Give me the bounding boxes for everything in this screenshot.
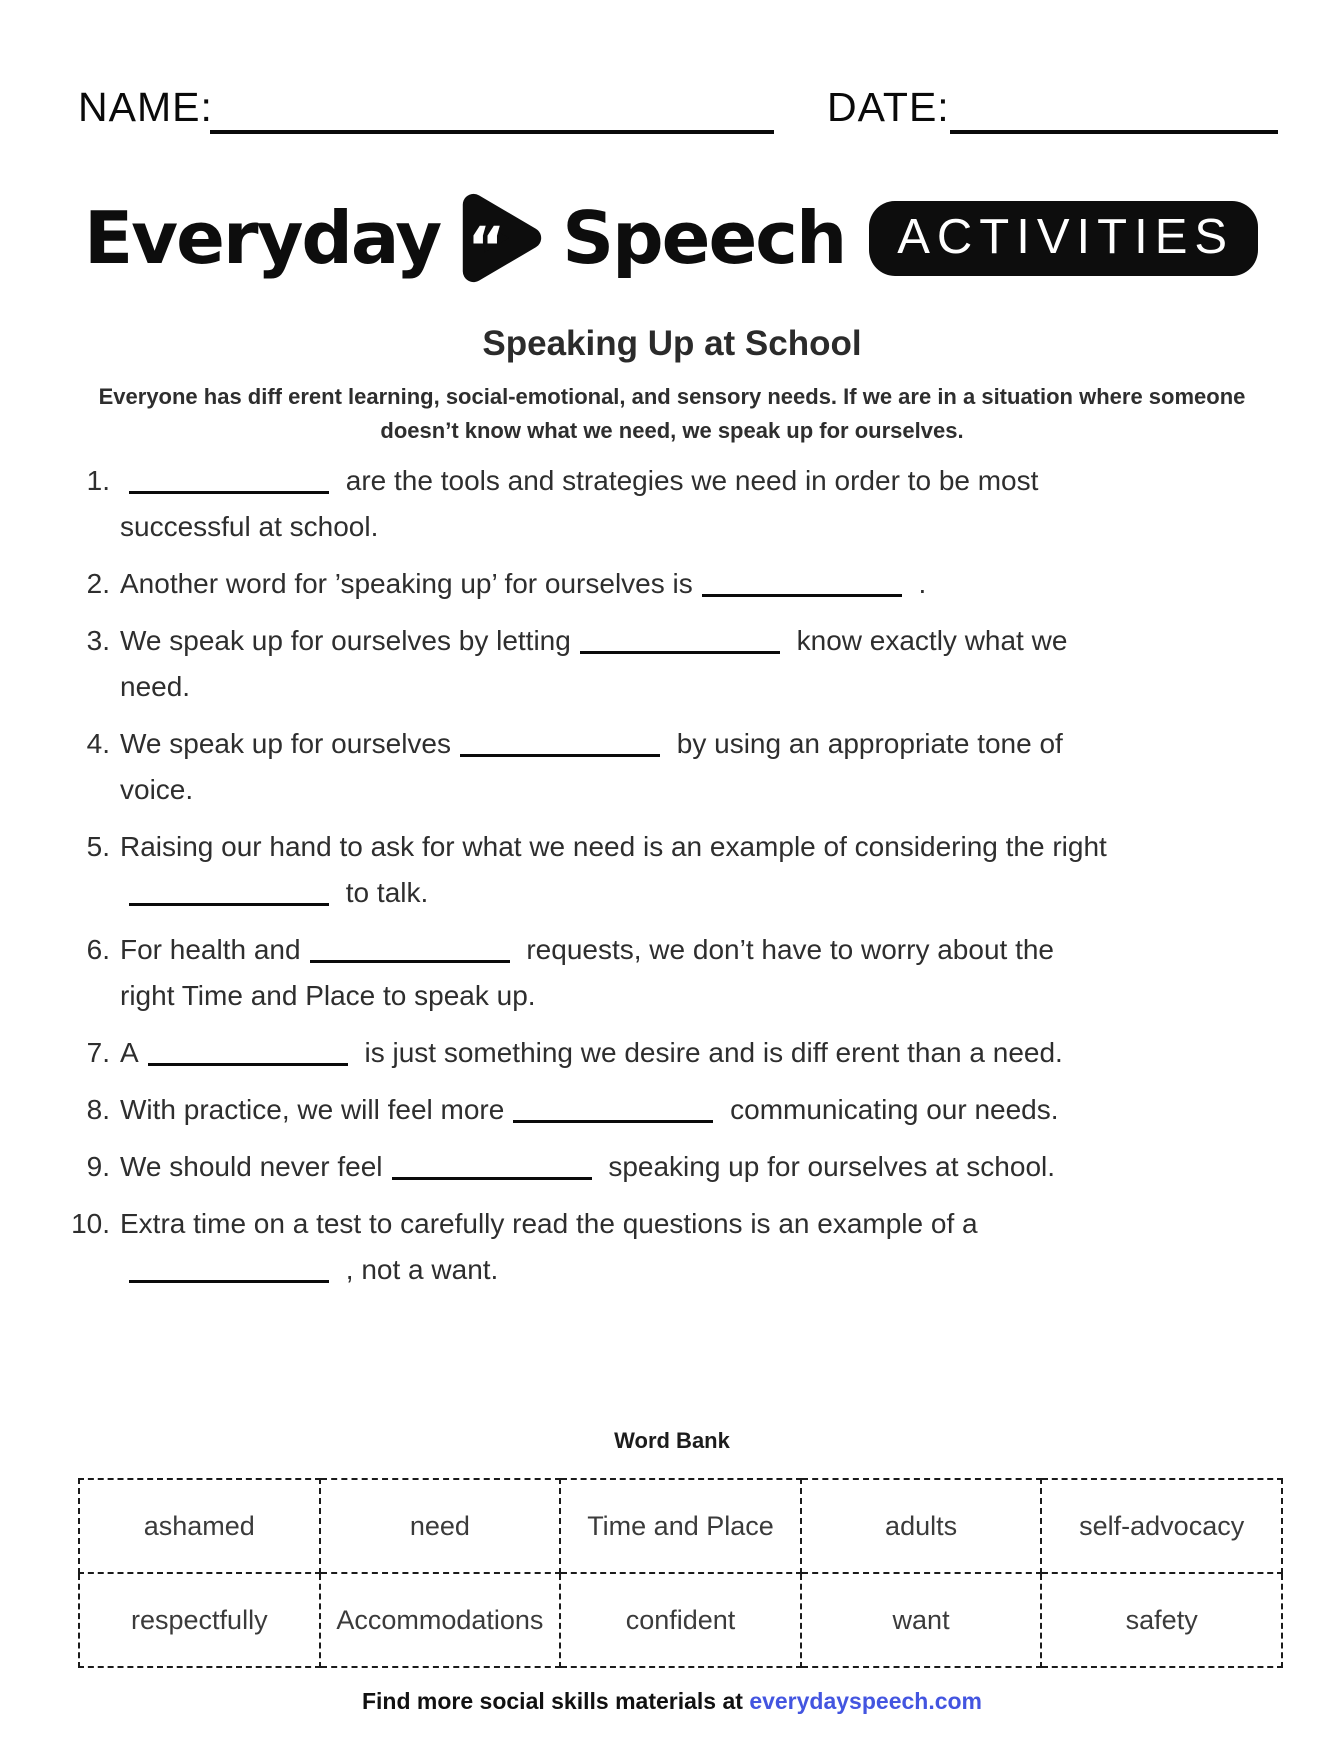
question-line [120,767,1280,813]
word-bank-word: want [801,1573,1042,1667]
intro-text [0,380,1344,448]
activities-badge: ACTIVITIES [869,201,1258,276]
word-bank-word: adults [801,1479,1042,1573]
footer-label: Find more social skills materials at [361,1688,743,1714]
name-input-line[interactable] [210,92,774,134]
website-link[interactable]: everydayspeech.com [749,1688,983,1714]
name-label: NAME: [78,84,213,130]
question-item [60,1087,1280,1133]
question-text: We speak up for ourselves by letting [120,625,571,656]
question-line [120,561,1280,607]
question-number: 6. [86,934,110,965]
logo-word-everyday: Everyday [84,196,441,280]
question-text: Raising our hand to ask for what we need is an example of considering the right [120,831,1107,862]
question-line [120,973,1280,1019]
question-number: 3. [86,625,110,656]
question-line [120,504,1280,550]
answer-blank[interactable] [392,1177,592,1180]
question-text: are the tools and strategies we need in order to be most [345,465,1039,496]
question-line [120,664,1280,710]
play-button-with-quotes-icon [452,182,550,294]
question-line [120,1247,1280,1293]
word-bank-word: ashamed [79,1479,320,1573]
question-number: 1. [86,465,110,496]
question-text: speaking up for ourselves at school. [608,1151,1056,1182]
question-item [60,618,1280,710]
question-item [60,824,1280,916]
word-bank-word: Accommodations [320,1573,561,1667]
question-line [120,1087,1280,1133]
question-line [120,458,1280,504]
question-text: A [120,1037,139,1068]
question-item [60,1201,1280,1293]
question-number: 4. [86,728,110,759]
question-item [60,927,1280,1019]
question-item [60,1144,1280,1190]
question-number: 8. [86,1094,110,1125]
question-text: For health and [120,934,301,965]
question-line [120,1201,1280,1247]
question-text: requests, we don’t have to worry about the [526,934,1054,965]
footer-text [0,1688,1344,1715]
question-text: , not a want. [345,1254,499,1285]
question-line [120,870,1280,916]
question-line [120,1030,1280,1076]
word-bank-title: Word Bank [614,1428,730,1453]
question-text: We speak up for ourselves [120,728,451,759]
word-bank-word: respectfully [79,1573,320,1667]
question-text: to talk. [345,877,429,908]
question-number: 2. [86,568,110,599]
question-item [60,458,1280,550]
question-text: know exactly what we [796,625,1068,656]
word-bank-row [79,1573,1282,1667]
answer-blank[interactable] [148,1063,348,1066]
question-line [120,824,1280,870]
question-text: by using an appropriate tone of [676,728,1063,759]
intro-line: doesn’t know what we need, we speak up for ourselves. [380,418,964,443]
answer-blank[interactable] [129,1280,329,1283]
question-text: We should never feel [120,1151,383,1182]
question-number: 9. [86,1151,110,1182]
question-text: voice. [120,774,194,805]
word-bank-row [79,1479,1282,1573]
page-title: Speaking Up at School [482,324,862,363]
question-number: 10. [71,1208,110,1239]
question-item [60,1030,1280,1076]
answer-blank[interactable] [580,651,780,654]
question-text: Extra time on a test to carefully read the questions is an example of a [120,1208,978,1239]
question-item [60,561,1280,607]
question-line [120,1144,1280,1190]
svg-text:“: “ [467,215,506,282]
answer-blank[interactable] [460,754,660,757]
questions-list [60,458,1280,1304]
answer-blank[interactable] [129,903,329,906]
question-text: . [918,568,927,599]
question-text: Another word for ’speaking up’ for ourselves is [120,568,693,599]
logo [84,182,1258,294]
question-text: With practice, we will feel more [120,1094,505,1125]
word-bank-word: need [320,1479,561,1573]
word-bank-word: Time and Place [560,1479,801,1573]
date-label: DATE: [827,84,950,130]
answer-blank[interactable] [513,1120,713,1123]
word-bank-table [78,1478,1283,1668]
question-line [120,618,1280,664]
date-input-line[interactable] [950,92,1278,134]
question-number: 7. [86,1037,110,1068]
answer-blank[interactable] [702,594,902,597]
intro-line: Everyone has diff erent learning, social-emotional, and sensory needs. If we are in a situation where someone [98,384,1246,409]
question-number: 5. [86,831,110,862]
word-bank-word: self-advocacy [1041,1479,1282,1573]
question-line [120,927,1280,973]
question-text: is just something we desire and is diff erent than a need. [364,1037,1063,1068]
answer-blank[interactable] [129,491,329,494]
question-line [120,721,1280,767]
logo-word-speech: Speech [562,196,846,280]
question-text: successful at school. [120,511,379,542]
answer-blank[interactable] [310,960,510,963]
question-text: communicating our needs. [730,1094,1059,1125]
question-text: need. [120,671,191,702]
word-bank-word: safety [1041,1573,1282,1667]
question-text: right Time and Place to speak up. [120,980,536,1011]
word-bank-word: confident [560,1573,801,1667]
question-item [60,721,1280,813]
